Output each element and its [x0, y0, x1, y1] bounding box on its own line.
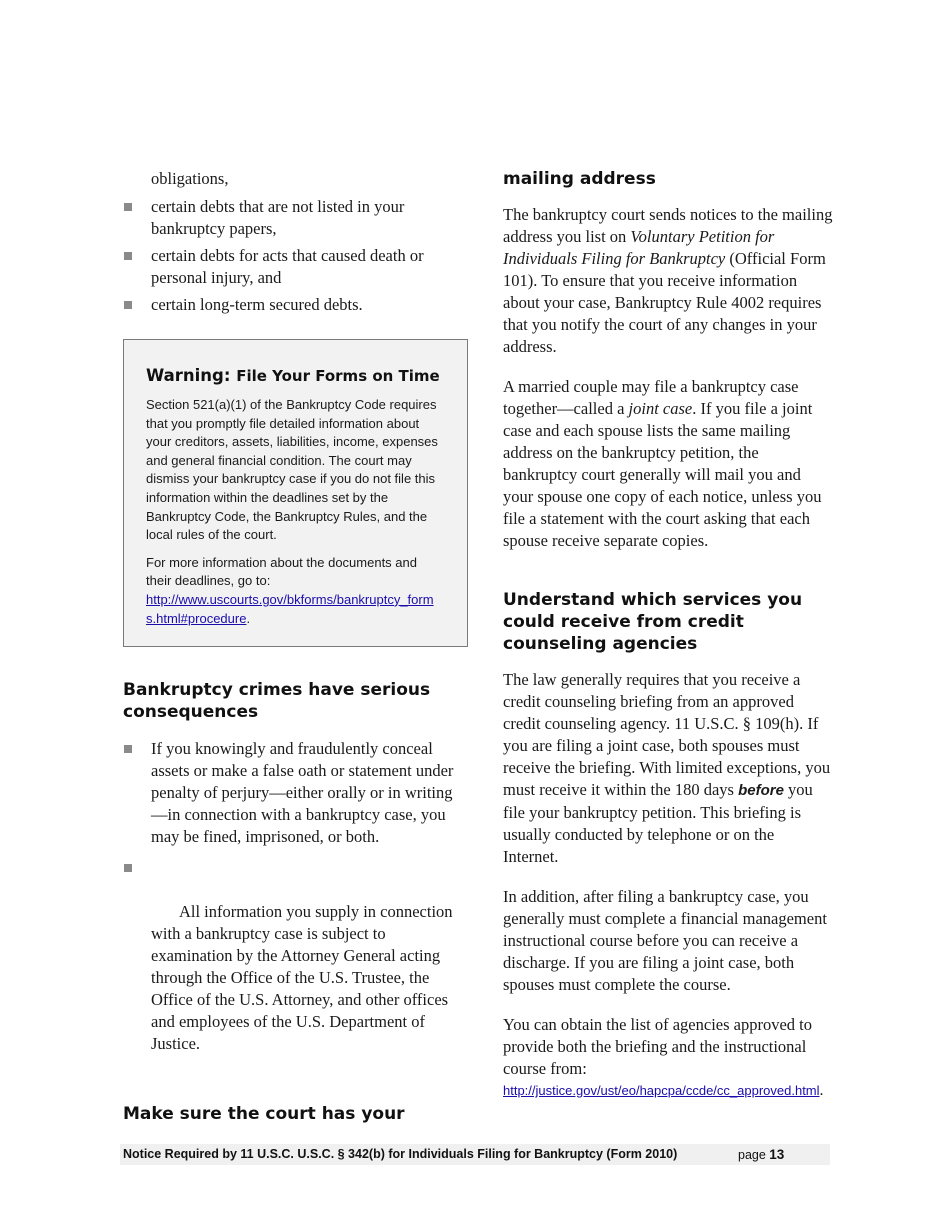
- warning-more-info: For more information about the documents and their deadlines, go to:: [146, 554, 417, 589]
- uscourts-forms-link[interactable]: http://www.uscourts.gov/bkforms/bankruptcy_form s.html#procedure: [146, 591, 434, 626]
- mailing-address-heading-end: mailing address: [503, 169, 656, 189]
- square-bullet-icon: [124, 864, 132, 872]
- warning-title: Warning: File Your Forms on Time: [146, 366, 440, 385]
- list-item: If you knowingly and fraudulently conceal assets or make a false oath or statement under penalty of perjury—either orally or in writing—in connection with a bankruptcy case, you may be fined, imprisoned, or both.: [123, 738, 468, 848]
- page-number: page 13: [738, 1147, 785, 1162]
- right-column: mailing address The bankruptcy court sends notices to the mailing address you list on Voluntary Petition for Individuals Filing for Bankruptcy (Official Form 101). To ensure that you receive information about your case, Bankruptcy Rule 4002 requires that you notify the court of any changes in your address. A married couple may file a bankruptcy case together—called a joint case. If you file a joint case and each spouse lists the same mailing address on the bankruptcy petition, the bankruptcy court generally will mail you and your spouse one copy of each notice, unless you file a statement with the court asking that each spouse receive separate copies. Understand which services you could receive from credit counseling agencies The law generally requires that you receive a credit counseling briefing from an approved credit counseling agency. 11 U.S.C. § 109(h). If you are filing a joint case, both spouses must receive the briefing. With limited exceptions, you must receive it within the 180 days before you file your bankruptcy petition. This briefing is usually conducted by telephone or on the Internet. In addition, after filing a bankruptcy case, you generally must complete a financial management instructional course before you can receive a discharge. If you are filing a joint case, both spouses must complete the course. You can obtain the list of agencies approved to provide both the briefing and the instructional course from: http://justice.gov/ust/eo/hapcpa/ccde/cc_approved.html.: [503, 169, 833, 1099]
- warning-box: Warning: File Your Forms on Time Section 521(a)(1) of the Bankruptcy Code requires that you promptly file detailed information about your creditors, assets, liabilities, income, expenses and general financial condition. The court may dismiss your bankruptcy case if you do not file this information within the deadlines set by the Bankruptcy Code, the Bankruptcy Rules, and the local rules of the court. For more information about the documents and their deadlines, go to: http://www.uscourts.gov/bkforms/bankruptcy_form s.html#procedure.: [123, 339, 468, 647]
- bullet-continuation: obligations,: [151, 169, 229, 188]
- discharge-exceptions-list: [123, 196, 468, 316]
- crimes-list: [123, 738, 468, 1077]
- square-bullet-icon: [124, 203, 132, 211]
- list-item: certain long-term secured debts.: [123, 294, 468, 316]
- list-item: All information you supply in connection with a bankruptcy case is subject to examination by the Attorney General acting through the Office of the U.S. Trustee, the Office of the U.S. Attorney, and other offices and employees of the U.S. Department of Justice.: [123, 857, 468, 1077]
- left-column: [123, 168, 468, 1125]
- page-footer: [120, 1144, 830, 1165]
- instructional-course-paragraph: In addition, after filing a bankruptcy case, you generally must complete a financial management instructional course before you can receive a discharge. If you are filing a joint case, both spouses must complete the course.: [503, 887, 827, 994]
- square-bullet-icon: [124, 745, 132, 753]
- mailing-address-paragraph: The bankruptcy court sends notices to the mailing address you list on Voluntary Petition for Individuals Filing for Bankruptcy (Official Form 101). To ensure that you receive information about your case, Bankruptcy Rule 4002 requires that you notify the court of any changes in your address.: [503, 205, 833, 356]
- credit-counseling-heading: Understand which services you could receive from credit counseling agencies: [503, 590, 803, 654]
- credit-counseling-paragraph: The law generally requires that you receive a credit counseling briefing from an approved credit counseling agency. 11 U.S.C. § 109(h). If you are filing a joint case, both spouses must receive the briefing. With limited exceptions, you must receive it within the 180 days before you file your bankruptcy petition. This briefing is usually conducted by telephone or on the Internet.: [503, 670, 831, 866]
- list-item: certain debts for acts that caused death or personal injury, and: [123, 245, 468, 289]
- warning-text: Section 521(a)(1) of the Bankruptcy Code requires that you promptly file detailed information about your creditors, assets, liabilities, income, expenses and general financial condition. The court may dismiss your bankruptcy case if you do not file this information within the deadlines set by the Bankruptcy Code, the Bankruptcy Rules, and the local rules of the court.: [146, 397, 438, 543]
- mailing-address-heading-start: Make sure the court has your: [123, 1104, 405, 1125]
- square-bullet-icon: [124, 301, 132, 309]
- approved-agencies-link[interactable]: http://justice.gov/ust/eo/hapcpa/ccde/cc_approved.html: [503, 1083, 820, 1098]
- crimes-heading: Bankruptcy crimes have serious consequences: [123, 680, 431, 723]
- list-item: certain debts that are not listed in your bankruptcy papers,: [123, 196, 468, 240]
- footer-title: Notice Required by 11 U.S.C. U.S.C. § 342(b) for Individuals Filing for Bankruptcy (Form 2010): [123, 1147, 678, 1161]
- approved-agencies-paragraph: You can obtain the list of agencies approved to provide both the briefing and the instructional course from:: [503, 1015, 813, 1078]
- square-bullet-icon: [124, 252, 132, 260]
- joint-case-paragraph: A married couple may file a bankruptcy case together—called a joint case. If you file a joint case and each spouse lists the same mailing address on the bankruptcy petition, the bankruptcy court generally will mail you and your spouse one copy of each notice, unless you file a statement with the court asking that each spouse receive separate copies.: [503, 377, 822, 550]
